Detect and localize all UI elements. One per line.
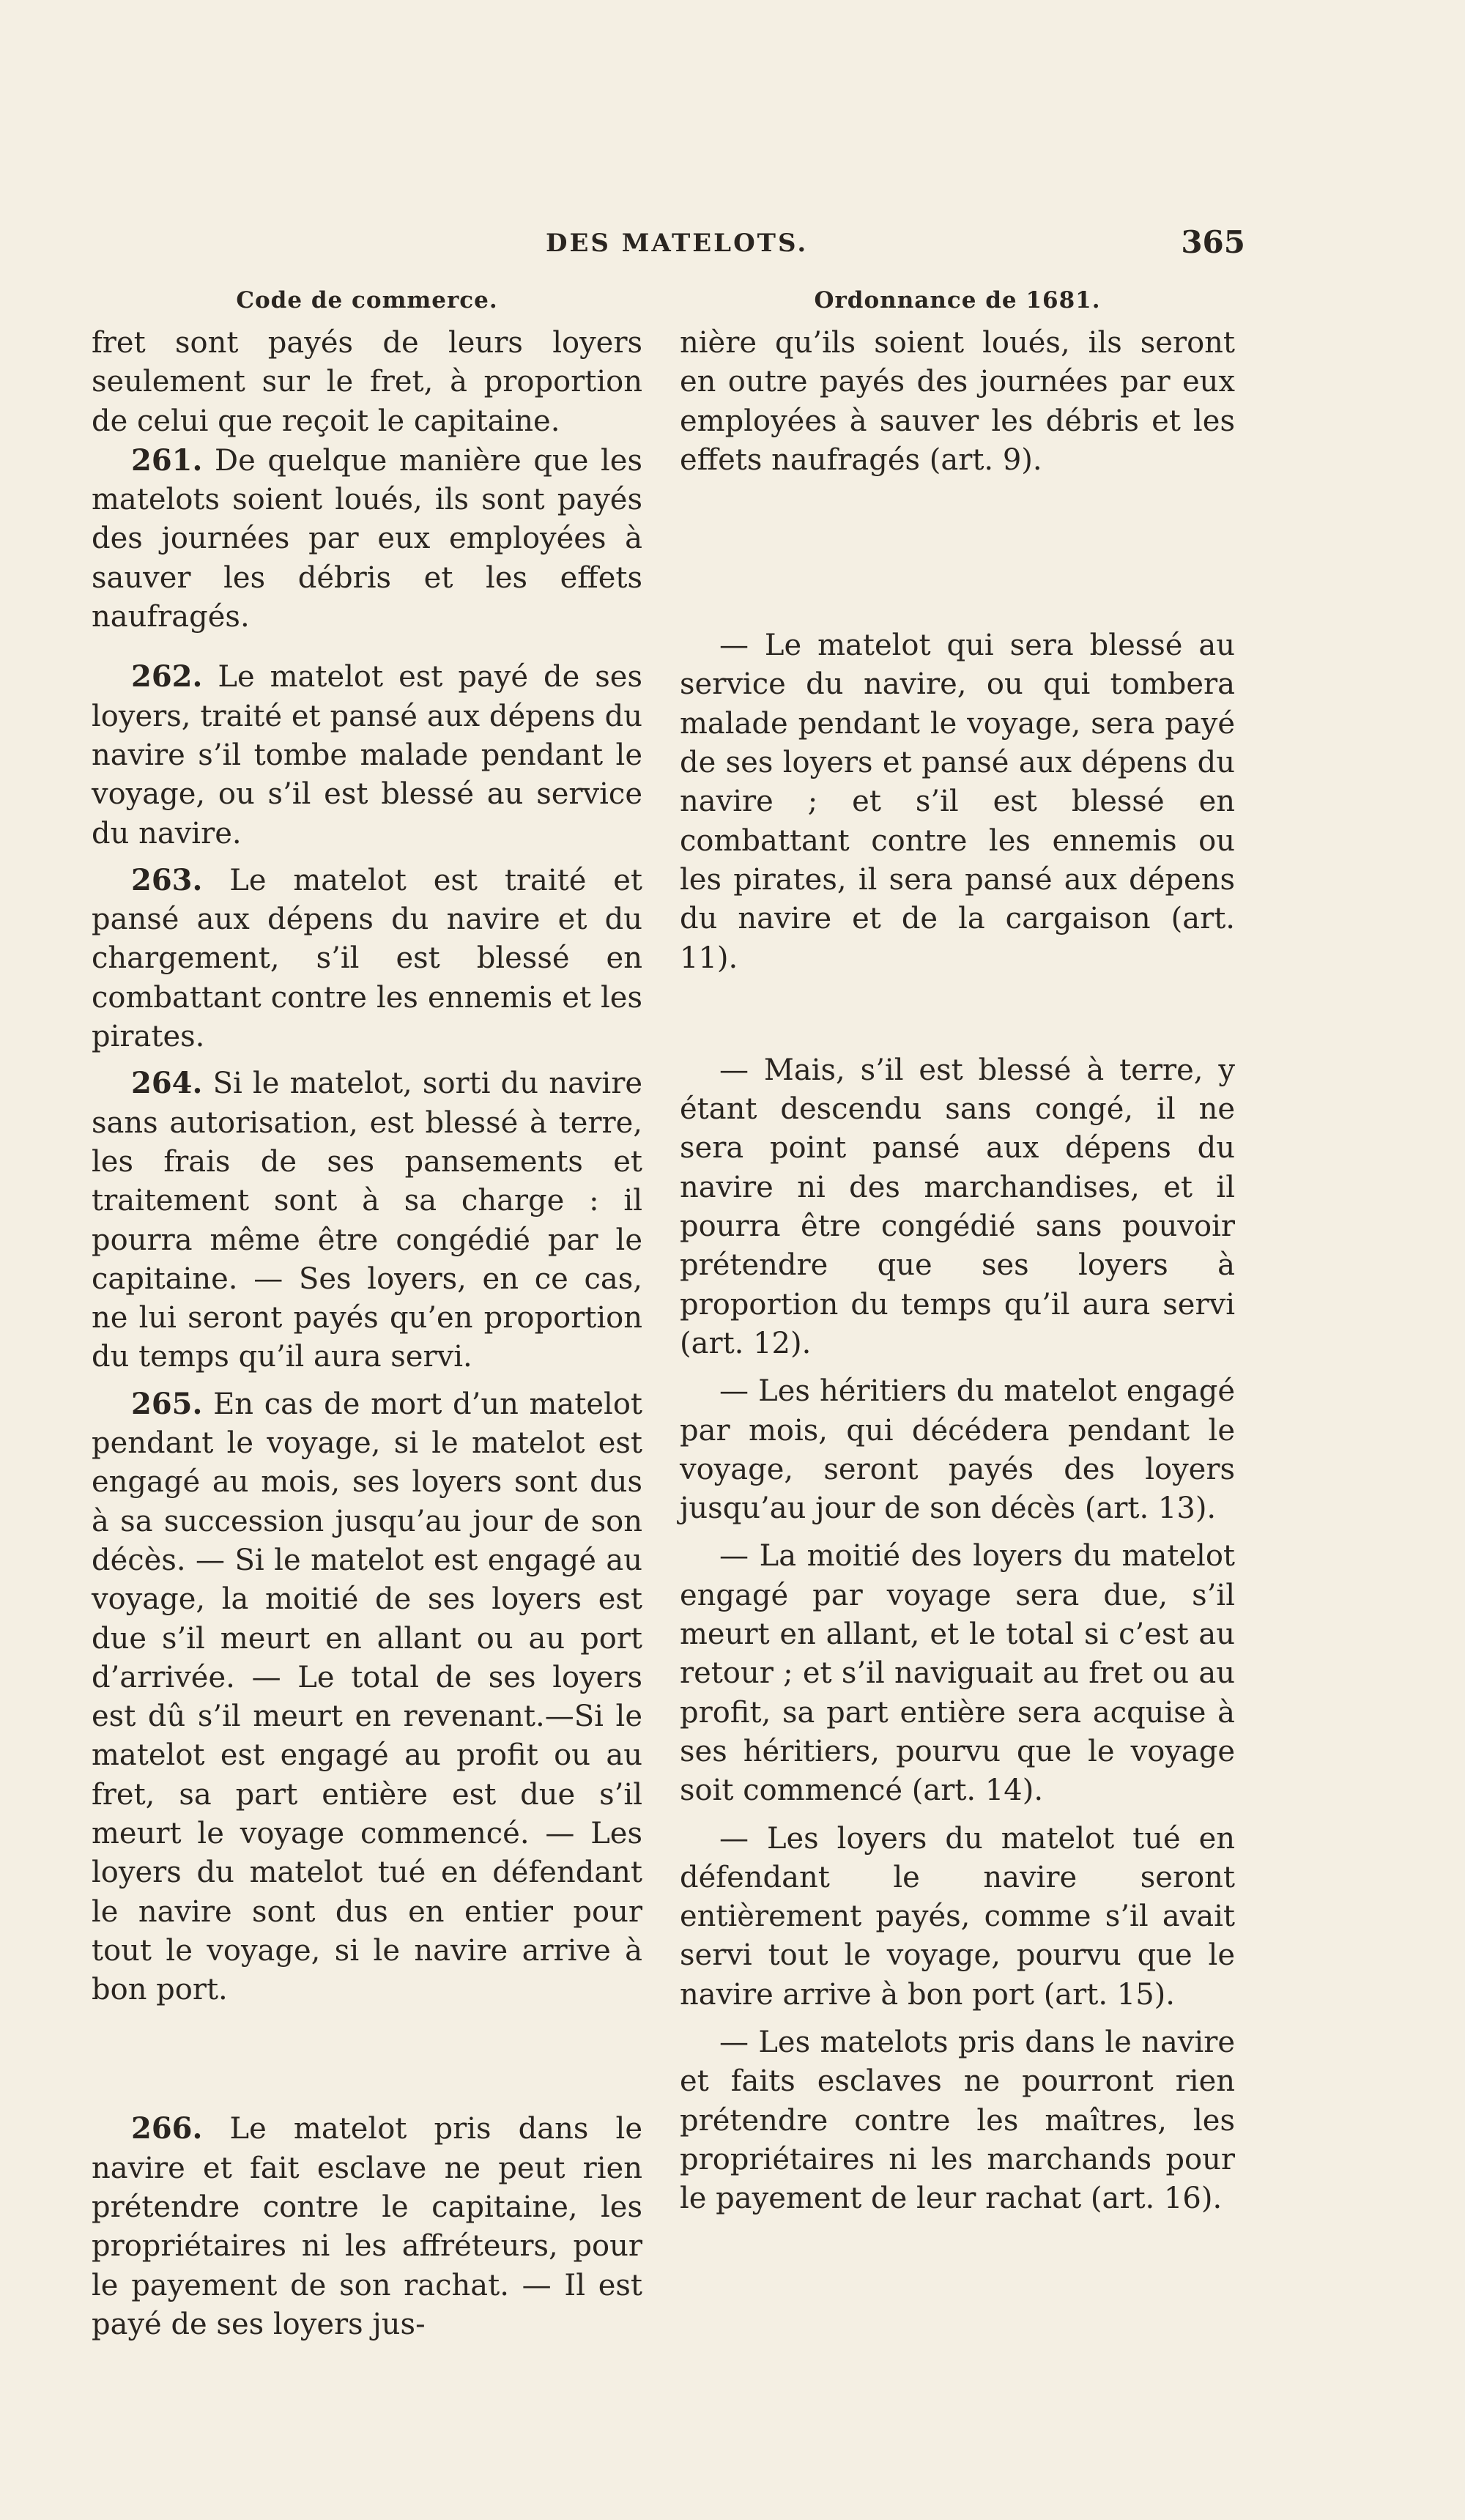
right-column	[680, 287, 1235, 2218]
page-header	[0, 224, 1465, 273]
left-column	[92, 287, 642, 2344]
right-column-heading: Ordonnance de 1681.	[814, 287, 1101, 314]
running-title: DES MATELOTS.	[546, 229, 809, 258]
article-number: 266.	[131, 2111, 203, 2146]
article-261: 261. De quelque manière que les matelots soient loués, ils sont payés des journées par eux employées à sauver les débris et les effets naufragés.	[92, 442, 642, 634]
page-number: 365	[1181, 224, 1245, 260]
article-number: 263.	[131, 862, 203, 897]
left-column-heading: Code de commerce.	[236, 287, 498, 314]
ordinance-art-12: — Mais, s’il est blessé à terre, y étant descendu sans congé, il ne sera point pansé aux dépens du navire ni des marchandises, et il pourra être congédié sans pouvoir prétendre que ses loyers à proportion du temps qu’il aura servi (art. 12).	[680, 1053, 1235, 1360]
article-264: 264. Si le matelot, sorti du navire sans autorisation, est blessé à terre, les frais de ses pansements et traitement sont à sa charge : il pourra même être congédié par le capitaine. — Ses loyers, en ce cas, ne lui seront payés qu’en proportion du temps qu’il aura servi.	[92, 1066, 642, 1374]
article-266: 266. Le matelot pris dans le navire et fait esclave ne peut rien prétendre contre le capitaine, les propriétaires ni les affréteurs, pour le payement de son rachat. — Il est payé de ses loyers jus-	[92, 2111, 642, 2341]
article-number: 262.	[131, 659, 203, 694]
article-number: 261.	[131, 442, 203, 478]
ordinance-art-13: — Les héritiers du matelot engagé par mois, qui décédera pendant le voyage, seront payés des loyers jusqu’au jour de son décès (art. 13).	[680, 1374, 1235, 1526]
article-number: 264.	[131, 1066, 203, 1101]
article-continuation: fret sont payés de leurs loyers seulement sur le fret, à proportion de celui que reçoit le capitaine.	[92, 326, 642, 438]
ordinance-art-9: nière qu’ils soient loués, ils seront en outre payés des journées par eux employées à sauver les débris et les effets naufragés (art. 9).	[680, 326, 1235, 477]
article-265: 265. En cas de mort d’un matelot pendant le voyage, si le matelot est engagé au mois, ses loyers sont dus à sa succession jusqu’au jour de son décès. — Si le matelot est engagé au voyage, la moitié de ses loyers est due s’il meurt en allant ou au port d’arrivée. — Le total de ses loyers est dû s’il meurt en revenant.—Si le matelot est engagé au profit ou au fret, sa part entière est due s’il meurt le voyage commencé. — Les loyers du matelot tué en défendant le navire sont dus en entier pour tout le voyage, si le navire arrive à bon port.	[92, 1386, 642, 2007]
ordinance-art-14: — La moitié des loyers du matelot engagé par voyage sera due, s’il meurt en allant, et le total si c’est au retour ; et s’il naviguait au fret ou au profit, sa part entière sera acquise à ses héritiers, pourvu que le voyage soit commencé (art. 14).	[680, 1539, 1235, 1808]
ordinance-art-15: — Les loyers du matelot tué en défendant le navire seront entièrement payés, comme s’il avait servi tout le voyage, pourvu que le navire arrive à bon port (art. 15).	[680, 1821, 1235, 2012]
ordinance-art-16: — Les matelots pris dans le navire et faits esclaves ne pourront rien prétendre contre les maîtres, les propriétaires ni les marchands pour le payement de leur rachat (art. 16).	[680, 2025, 1235, 2216]
article-262: 262. Le matelot est payé de ses loyers, traité et pansé aux dépens du navire s’il tombe malade pendant le voyage, ou s’il est blessé au service du navire.	[92, 659, 643, 850]
article-263: 263. Le matelot est traité et pansé aux dépens du navire et du chargement, s’il est blessé en combattant contre les ennemis et les pirates.	[92, 862, 642, 1054]
ordinance-art-11: — Le matelot qui sera blessé au service du navire, ou qui tombera malade pendant le voyage, sera payé de ses loyers et pansé aux dépens du navire ; et s’il est blessé en combattant contre les ennemis ou les pirates, il sera pansé aux dépens du navire et de la cargaison (art. 11).	[680, 629, 1235, 975]
article-number: 265.	[131, 1386, 203, 1421]
